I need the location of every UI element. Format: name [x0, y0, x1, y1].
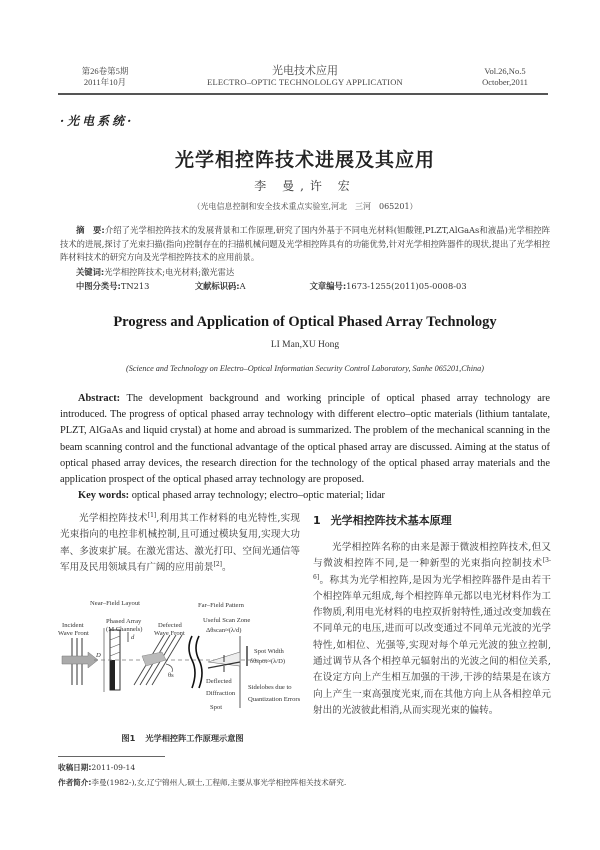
header-issue-en [460, 66, 550, 88]
figure-1-number: 图1 [121, 733, 136, 743]
far-field-label: Far–Field Pattern [198, 602, 244, 609]
header-date-en: October,2011 [482, 77, 528, 87]
figure-1 [58, 600, 308, 715]
received-date [58, 762, 135, 773]
deflected-wave-label-1: Defected [158, 622, 182, 629]
section-1-number: 1 [313, 514, 321, 527]
intro-text-c: 。 [222, 562, 232, 574]
keywords-cn [60, 265, 550, 279]
section-1-title: 光学相控阵技术基本原理 [330, 514, 452, 527]
keywords-en-label: Key words: [78, 490, 130, 502]
article-no-value: 1673-1255(2011)05-0008-03 [346, 280, 467, 291]
header-volume-cn: 第26卷第5期 [81, 66, 129, 76]
spot-width-label-2: δθspot≈(λ/D) [250, 658, 286, 665]
paper-title-en: Progress and Application of Optical Phased Array Technology [113, 314, 497, 330]
section-1-text-b: 。称其为光学相控阵,是因为光学相控阵器件是由若干个相控阵单元组成,每个相控阵单元都以电光材料作为工作物质,利用电光材料的电控双折射特性,通过改变加载在不同单元的电压,进而可以改变通过不同单元光波的光学特性,如相位、光强等,实现对每个单元光波的独立控制,通过调节从各个相控单元辐射出的光波之间的相位关系,在设定方向上产生相互加强的干涉,干涉的结果是在该方向上产生一束高强度光束,而在其他方向上从各相控单元射出的光波彼此相消,从而实现光束的偏转。 [313, 574, 551, 716]
authors-en: LI Man,XU Hong [270, 340, 340, 350]
section-1-heading [313, 512, 452, 528]
abstract-cn-label: 摘 要: [76, 225, 105, 235]
header-date-cn: 2011年10月 [83, 77, 127, 87]
figure-1-caption [60, 733, 305, 744]
clc-value: TN213 [120, 280, 150, 291]
section-1-text-a: 光学相控阵名称的由来是源于微波相控阵技术,但又与微波相控阵不同,是一种新型的光束指向控制技术 [313, 542, 551, 570]
header-volume-en: Vol.26,No.5 [484, 66, 526, 76]
abstract-en-block [60, 391, 550, 504]
theta-label: θs [168, 672, 174, 679]
incident-label-1: Incident [62, 622, 84, 629]
footnote-divider [58, 756, 165, 757]
sidelobes-label-1: Sidelobes due to [248, 684, 292, 691]
paper-title-cn: 光学相控阵技术进展及其应用 [174, 149, 435, 171]
section-1-paragraph [313, 540, 551, 719]
author-bio-text: 李曼(1982-),女,辽宁锦州人,硕士,工程师,主要从事光学相控阵相关技术研究. [91, 778, 347, 787]
incident-label-2: Wave Front [58, 630, 89, 637]
phased-array-label-1: Phased Array [106, 618, 142, 625]
keywords-cn-text: 光学相控阵技术;电光材料;激光雷达 [104, 266, 235, 277]
abstract-en [60, 391, 550, 488]
abstract-cn [60, 224, 550, 265]
intro-paragraph [60, 511, 300, 577]
pitch-d-label: d [131, 634, 135, 641]
classification-line [60, 279, 550, 293]
intro-text-a: 光学相控阵技术 [79, 513, 148, 524]
abstract-cn-text: 介绍了光学相控阵技术的发展背景和工作原理,研究了国内外基于不同电光材料(钽酸锂,PLZT,AlGaAs和液晶)光学相控阵技术的进展,探讨了光束扫描(指向)控制存在的扫描机械问题及光学相控阵具有的功能优势,针对光学相控阵器件的现状,提出了光学相控阵材料技术的研究方向及光学相控阵技术的应用前景。 [60, 225, 551, 262]
near-field-label: Near–Field Layout [90, 600, 140, 607]
diffraction-label-2: Diffraction [206, 690, 236, 697]
aperture-D-label: D [96, 652, 101, 659]
citation-2[interactable]: [2] [213, 561, 222, 569]
authors-cn: 李 曼,许 宏 [254, 179, 356, 193]
affiliation-cn: （光电信息控制和安全技术重点实验室,河北 三河 065201） [192, 202, 418, 211]
header-divider [58, 93, 548, 95]
clc-label: 中图分类号: [76, 280, 121, 291]
abstract-en-label: Abstract: [78, 393, 121, 404]
citation-3-6[interactable]: [3-6] [313, 557, 551, 581]
keywords-cn-label: 关键词: [76, 266, 105, 277]
journal-name-cn: 光电技术应用 [272, 64, 338, 77]
section-tag: ·光电系统· [60, 114, 135, 128]
keywords-en-text: optical phased array technology; electro–optic material; lidar [131, 490, 386, 502]
affiliation-en: (Science and Technology on Electro–Optical Informatian Security Control Laboratory, Sanhe 065201,China) [126, 364, 484, 373]
figure-1-caption-text: 光学相控阵工作原理示意图 [145, 733, 244, 743]
scan-zone-label-1: Useful Scan Zone [203, 617, 251, 624]
sidelobes-label-2: Quantization Errors [248, 696, 301, 703]
doc-code-value: A [239, 280, 246, 291]
received-value: 2011-09-14 [91, 763, 136, 772]
article-no-label: 文章编号: [309, 280, 347, 291]
abstract-en-text: The development background and working principle of optical phased array technology are introduced. The progress of optical phased array technology with different electro–optic materials (lithium tantalate, PLZT, AlGaAs and liquid crystal) at home and abroad is summarized. The problem of the mechanical scanning in the beam scanning control and the functional advantage of the optical phased array are discussed. Aiming at the status of optical phased array devices, the research direction for the technology of the optical phased array materials and the application prospect of the optical phased array technology are proposed. [60, 393, 550, 486]
header-journal [150, 64, 460, 88]
doc-code-label: 文献标识码: [194, 280, 240, 291]
diffraction-label-1: Deflected [206, 678, 232, 685]
journal-name-en: ELECTRO–OPTIC TECHNOLOLGY APPLICATION [207, 77, 403, 87]
keywords-en [60, 488, 550, 504]
header-issue-cn [60, 66, 150, 88]
author-bio-label: 作者简介: [58, 778, 92, 787]
scan-zone-label-2: Δθscan≈(λ/d) [206, 627, 242, 634]
received-label: 收稿日期: [58, 763, 92, 772]
author-bio [58, 777, 346, 788]
deflected-wave-label-2: Wave Front [154, 630, 185, 637]
spot-width-label-1: Spot Width [254, 648, 284, 655]
intro-text-b: ,利用其工作材料的电光特性,实现光束指向的电控非机械控制,且可通过模块复用,实现大功率、多波束扩展。在激光雷达、激光打印、空间光通信等军用及民用领域具有广阔的应用前景 [60, 513, 301, 574]
phased-array-label-2: (M Channels) [106, 626, 143, 633]
citation-1[interactable]: [1] [147, 511, 157, 519]
diffraction-label-3: Spot [210, 704, 223, 711]
abstract-cn-block [60, 224, 550, 293]
